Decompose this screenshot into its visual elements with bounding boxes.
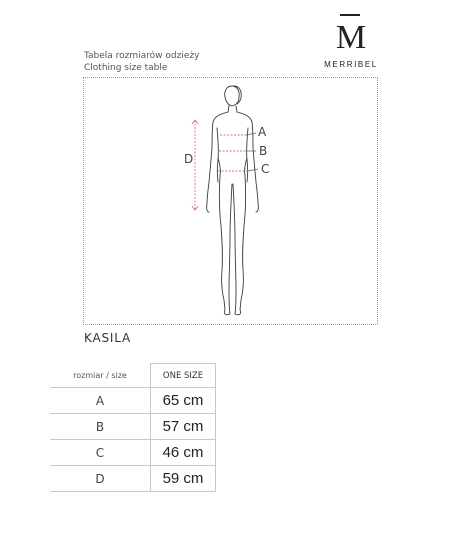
logo-overline: [340, 14, 360, 16]
row-value-c: 46 cm: [151, 440, 216, 466]
heading-polish: Tabela rozmiarów odzieży: [84, 51, 200, 61]
row-label-b: B: [50, 414, 151, 440]
table-row: [50, 414, 216, 440]
size-table: [50, 363, 216, 492]
brand-name: MERRIBEL: [324, 60, 378, 69]
body-diagram-frame: [83, 77, 378, 325]
brand-logo: [318, 14, 384, 74]
header-size-label: rozmiar / size: [50, 364, 151, 388]
diagram-label-c: C: [261, 162, 270, 176]
product-name: KASILA: [84, 331, 131, 345]
row-value-a: 65 cm: [151, 388, 216, 414]
diagram-label-b: B: [259, 144, 268, 158]
row-label-a: A: [50, 388, 151, 414]
table-row: [50, 440, 216, 466]
table-row: [50, 388, 216, 414]
row-value-d: 59 cm: [151, 466, 216, 492]
row-value-b: 57 cm: [151, 414, 216, 440]
heading-english: Clothing size table: [84, 63, 168, 73]
diagram-label-d: D: [184, 152, 194, 166]
row-label-c: C: [50, 440, 151, 466]
table-row: [50, 466, 216, 492]
body-silhouette: [207, 86, 259, 315]
size-table-header: [50, 364, 216, 388]
logo-letter: M: [335, 19, 367, 56]
row-label-d: D: [50, 466, 151, 492]
body-measurement-figure: [84, 78, 377, 324]
size-table-heading: [84, 50, 199, 74]
header-one-size: ONE SIZE: [151, 364, 216, 388]
diagram-label-a: A: [258, 125, 267, 139]
measurement-lines: [195, 120, 248, 210]
